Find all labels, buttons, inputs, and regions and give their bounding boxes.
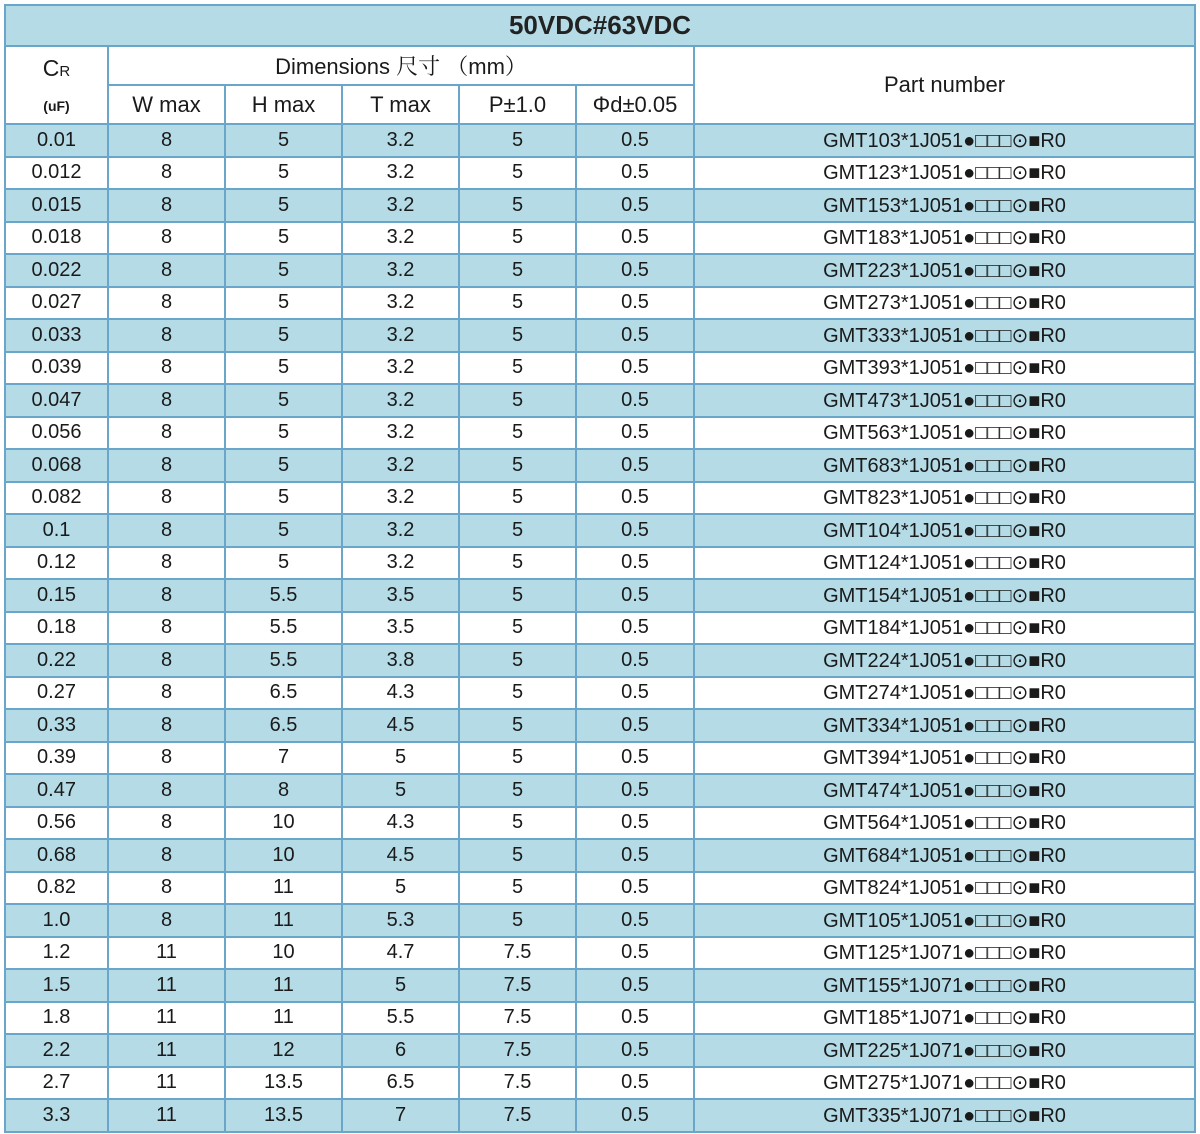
lead-diameter-cell: 0.5 [576,514,694,547]
capacitance-cell: 0.68 [5,839,108,872]
pitch-cell: 7.5 [459,1034,576,1067]
pitch-cell: 5 [459,482,576,515]
lead-diameter-cell: 0.5 [576,547,694,580]
capacitance-cell: 0.027 [5,287,108,320]
part-number-cell: GMT333*1J051●□□□⊙■R0 [694,319,1195,352]
pitch-cell: 7.5 [459,1002,576,1035]
capacitance-cell: 0.12 [5,547,108,580]
part-number-cell: GMT393*1J051●□□□⊙■R0 [694,352,1195,385]
w-max-cell: 8 [108,482,225,515]
table-row [5,1002,1195,1035]
h-max-cell: 5 [225,287,342,320]
t-max-cell: 3.2 [342,449,459,482]
h-max-cell: 11 [225,872,342,905]
w-max-cell: 8 [108,709,225,742]
t-max-cell: 7 [342,1099,459,1132]
capacitance-cell: 2.2 [5,1034,108,1067]
t-max-cell: 3.2 [342,384,459,417]
part-number-cell: GMT104*1J051●□□□⊙■R0 [694,514,1195,547]
t-max-header: T max [342,85,459,124]
t-max-cell: 3.2 [342,287,459,320]
part-number-cell: GMT224*1J051●□□□⊙■R0 [694,644,1195,677]
w-max-cell: 8 [108,839,225,872]
part-number-cell: GMT124*1J051●□□□⊙■R0 [694,547,1195,580]
h-max-cell: 5 [225,449,342,482]
h-max-cell: 6.5 [225,709,342,742]
capacitance-cell: 1.5 [5,969,108,1002]
h-max-cell: 5 [225,547,342,580]
capacitance-cell: 0.047 [5,384,108,417]
part-number-cell: GMT183*1J051●□□□⊙■R0 [694,222,1195,255]
t-max-cell: 6 [342,1034,459,1067]
pitch-cell: 5 [459,287,576,320]
part-number-header: Part number [694,46,1195,124]
lead-diameter-cell: 0.5 [576,189,694,222]
w-max-cell: 8 [108,742,225,775]
capacitance-cell: 0.22 [5,644,108,677]
part-number-cell: GMT274*1J051●□□□⊙■R0 [694,677,1195,710]
table-row [5,969,1195,1002]
part-number-cell: GMT155*1J071●□□□⊙■R0 [694,969,1195,1002]
t-max-cell: 3.2 [342,547,459,580]
table-row [5,319,1195,352]
lead-diameter-cell: 0.5 [576,482,694,515]
h-max-cell: 11 [225,969,342,1002]
lead-diameter-cell: 0.5 [576,709,694,742]
table-row [5,124,1195,157]
w-max-cell: 8 [108,222,225,255]
t-max-cell: 3.2 [342,222,459,255]
lead-diameter-cell: 0.5 [576,254,694,287]
part-number-cell: GMT335*1J071●□□□⊙■R0 [694,1099,1195,1132]
w-max-cell: 8 [108,254,225,287]
table-row [5,1034,1195,1067]
table-row [5,449,1195,482]
w-max-header: W max [108,85,225,124]
t-max-cell: 3.5 [342,612,459,645]
lead-diameter-cell: 0.5 [576,579,694,612]
pitch-cell: 5 [459,384,576,417]
h-max-cell: 10 [225,839,342,872]
w-max-cell: 8 [108,774,225,807]
pitch-cell: 5 [459,547,576,580]
t-max-cell: 3.2 [342,514,459,547]
capacitance-cell: 1.0 [5,904,108,937]
t-max-cell: 3.5 [342,579,459,612]
w-max-cell: 8 [108,449,225,482]
table-row [5,612,1195,645]
t-max-cell: 3.2 [342,157,459,190]
part-number-cell: GMT564*1J051●□□□⊙■R0 [694,807,1195,840]
table-row [5,514,1195,547]
lead-diameter-cell: 0.5 [576,904,694,937]
pitch-cell: 5 [459,449,576,482]
pitch-cell: 5 [459,774,576,807]
w-max-cell: 11 [108,1002,225,1035]
table-row [5,1067,1195,1100]
lead-diameter-cell: 0.5 [576,677,694,710]
part-number-cell: GMT824*1J051●□□□⊙■R0 [694,872,1195,905]
pitch-cell: 7.5 [459,969,576,1002]
lead-diameter-cell: 0.5 [576,774,694,807]
part-number-cell: GMT123*1J051●□□□⊙■R0 [694,157,1195,190]
pitch-cell: 7.5 [459,1099,576,1132]
capacitance-cell: 0.056 [5,417,108,450]
part-number-cell: GMT225*1J071●□□□⊙■R0 [694,1034,1195,1067]
table-row [5,222,1195,255]
capacitance-cell: 0.33 [5,709,108,742]
w-max-cell: 8 [108,189,225,222]
capacitance-cell: 0.15 [5,579,108,612]
capacitance-cell: 0.27 [5,677,108,710]
pitch-cell: 7.5 [459,937,576,970]
h-max-cell: 10 [225,807,342,840]
h-max-cell: 5 [225,189,342,222]
capacitance-cell: 0.39 [5,742,108,775]
capacitance-cell: 0.56 [5,807,108,840]
t-max-cell: 6.5 [342,1067,459,1100]
capacitance-cell: 0.082 [5,482,108,515]
part-number-cell: GMT275*1J071●□□□⊙■R0 [694,1067,1195,1100]
h-max-cell: 12 [225,1034,342,1067]
capacitance-cell: 0.82 [5,872,108,905]
table-row [5,904,1195,937]
w-max-cell: 8 [108,352,225,385]
h-max-cell: 5 [225,222,342,255]
h-max-cell: 7 [225,742,342,775]
pitch-cell: 5 [459,254,576,287]
table-title: 50VDC#63VDC [5,5,1195,46]
part-number-cell: GMT334*1J051●□□□⊙■R0 [694,709,1195,742]
lead-diameter-cell: 0.5 [576,157,694,190]
h-max-cell: 5 [225,157,342,190]
table-row [5,839,1195,872]
lead-diameter-cell: 0.5 [576,449,694,482]
h-max-cell: 5 [225,482,342,515]
w-max-cell: 8 [108,514,225,547]
pitch-cell: 5 [459,189,576,222]
pitch-cell: 5 [459,319,576,352]
h-max-cell: 5 [225,417,342,450]
part-number-cell: GMT273*1J051●□□□⊙■R0 [694,287,1195,320]
w-max-cell: 8 [108,287,225,320]
pitch-cell: 5 [459,872,576,905]
part-number-cell: GMT394*1J051●□□□⊙■R0 [694,742,1195,775]
capacitance-cell: 0.022 [5,254,108,287]
table-row [5,352,1195,385]
h-max-cell: 11 [225,904,342,937]
w-max-cell: 8 [108,612,225,645]
capacitance-cell: 2.7 [5,1067,108,1100]
part-number-cell: GMT223*1J051●□□□⊙■R0 [694,254,1195,287]
pitch-cell: 5 [459,709,576,742]
part-number-cell: GMT103*1J051●□□□⊙■R0 [694,124,1195,157]
capacitance-cell: 1.8 [5,1002,108,1035]
pitch-cell: 5 [459,124,576,157]
table-row [5,1099,1195,1132]
capacitance-cell: 1.2 [5,937,108,970]
lead-diameter-cell: 0.5 [576,742,694,775]
lead-diameter-cell: 0.5 [576,352,694,385]
w-max-cell: 8 [108,124,225,157]
capacitance-cell: 0.033 [5,319,108,352]
pitch-cell: 5 [459,612,576,645]
t-max-cell: 5 [342,742,459,775]
t-max-cell: 5 [342,872,459,905]
t-max-cell: 5.5 [342,1002,459,1035]
pitch-header: P±1.0 [459,85,576,124]
pitch-cell: 5 [459,352,576,385]
cr-subscript: R [59,63,71,80]
pitch-cell: 5 [459,677,576,710]
table-row [5,579,1195,612]
spec-table [4,4,1196,1133]
h-max-cell: 6.5 [225,677,342,710]
h-max-header: H max [225,85,342,124]
pitch-cell: 5 [459,514,576,547]
t-max-cell: 4.3 [342,807,459,840]
capacitance-cell: 3.3 [5,1099,108,1132]
capacitance-cell: 0.012 [5,157,108,190]
lead-diameter-cell: 0.5 [576,1067,694,1100]
t-max-cell: 3.2 [342,124,459,157]
table-row [5,254,1195,287]
capacitance-cell: 0.1 [5,514,108,547]
table-row [5,189,1195,222]
w-max-cell: 8 [108,904,225,937]
table-row [5,709,1195,742]
lead-diameter-cell: 0.5 [576,222,694,255]
table-row [5,774,1195,807]
h-max-cell: 5.5 [225,644,342,677]
t-max-cell: 3.2 [342,417,459,450]
w-max-cell: 8 [108,644,225,677]
capacitance-cell: 0.18 [5,612,108,645]
part-number-cell: GMT684*1J051●□□□⊙■R0 [694,839,1195,872]
w-max-cell: 11 [108,937,225,970]
pitch-cell: 5 [459,644,576,677]
w-max-cell: 11 [108,1067,225,1100]
h-max-cell: 8 [225,774,342,807]
capacitance-cell: 0.01 [5,124,108,157]
pitch-cell: 5 [459,839,576,872]
t-max-cell: 4.5 [342,709,459,742]
lead-diameter-header: Φd±0.05 [576,85,694,124]
part-number-cell: GMT105*1J051●□□□⊙■R0 [694,904,1195,937]
pitch-cell: 7.5 [459,1067,576,1100]
pitch-cell: 5 [459,417,576,450]
lead-diameter-cell: 0.5 [576,124,694,157]
w-max-cell: 11 [108,1099,225,1132]
part-number-cell: GMT185*1J071●□□□⊙■R0 [694,1002,1195,1035]
t-max-cell: 3.2 [342,319,459,352]
h-max-cell: 13.5 [225,1099,342,1132]
dimensions-header: Dimensions 尺寸 （mm） [108,46,694,85]
t-max-cell: 3.2 [342,482,459,515]
lead-diameter-cell: 0.5 [576,1034,694,1067]
w-max-cell: 8 [108,579,225,612]
table-row [5,872,1195,905]
h-max-cell: 5 [225,384,342,417]
table-row [5,807,1195,840]
w-max-cell: 11 [108,969,225,1002]
pitch-cell: 5 [459,742,576,775]
table-row [5,287,1195,320]
t-max-cell: 4.5 [342,839,459,872]
part-number-cell: GMT563*1J051●□□□⊙■R0 [694,417,1195,450]
cr-letter: C [42,55,60,81]
lead-diameter-cell: 0.5 [576,612,694,645]
capacitance-header [5,46,108,124]
t-max-cell: 4.3 [342,677,459,710]
lead-diameter-cell: 0.5 [576,1002,694,1035]
lead-diameter-cell: 0.5 [576,807,694,840]
w-max-cell: 11 [108,1034,225,1067]
table-row [5,157,1195,190]
lead-diameter-cell: 0.5 [576,319,694,352]
lead-diameter-cell: 0.5 [576,287,694,320]
h-max-cell: 13.5 [225,1067,342,1100]
capacitance-cell: 0.039 [5,352,108,385]
h-max-cell: 5 [225,352,342,385]
lead-diameter-cell: 0.5 [576,417,694,450]
w-max-cell: 8 [108,417,225,450]
part-number-cell: GMT683*1J051●□□□⊙■R0 [694,449,1195,482]
w-max-cell: 8 [108,319,225,352]
part-number-cell: GMT184*1J051●□□□⊙■R0 [694,612,1195,645]
h-max-cell: 5.5 [225,579,342,612]
h-max-cell: 10 [225,937,342,970]
w-max-cell: 8 [108,547,225,580]
lead-diameter-cell: 0.5 [576,1099,694,1132]
lead-diameter-cell: 0.5 [576,384,694,417]
lead-diameter-cell: 0.5 [576,969,694,1002]
t-max-cell: 3.2 [342,254,459,287]
pitch-cell: 5 [459,222,576,255]
w-max-cell: 8 [108,677,225,710]
table-row [5,384,1195,417]
h-max-cell: 5 [225,124,342,157]
t-max-cell: 5.3 [342,904,459,937]
table-row [5,482,1195,515]
t-max-cell: 3.8 [342,644,459,677]
lead-diameter-cell: 0.5 [576,839,694,872]
table-row [5,937,1195,970]
capacitance-cell: 0.015 [5,189,108,222]
t-max-cell: 3.2 [342,189,459,222]
capacitance-symbol [6,56,107,84]
h-max-cell: 11 [225,1002,342,1035]
t-max-cell: 4.7 [342,937,459,970]
part-number-cell: GMT153*1J051●□□□⊙■R0 [694,189,1195,222]
capacitance-cell: 0.018 [5,222,108,255]
capacitance-cell: 0.47 [5,774,108,807]
t-max-cell: 3.2 [342,352,459,385]
w-max-cell: 8 [108,872,225,905]
table-row [5,742,1195,775]
part-number-cell: GMT473*1J051●□□□⊙■R0 [694,384,1195,417]
h-max-cell: 5 [225,514,342,547]
table-row [5,547,1195,580]
part-number-cell: GMT154*1J051●□□□⊙■R0 [694,579,1195,612]
pitch-cell: 5 [459,807,576,840]
part-number-cell: GMT125*1J071●□□□⊙■R0 [694,937,1195,970]
table-body [5,124,1195,1132]
part-number-cell: GMT474*1J051●□□□⊙■R0 [694,774,1195,807]
table-row [5,677,1195,710]
lead-diameter-cell: 0.5 [576,872,694,905]
table-row [5,417,1195,450]
part-number-cell: GMT823*1J051●□□□⊙■R0 [694,482,1195,515]
capacitance-cell: 0.068 [5,449,108,482]
t-max-cell: 5 [342,774,459,807]
h-max-cell: 5 [225,319,342,352]
h-max-cell: 5.5 [225,612,342,645]
pitch-cell: 5 [459,157,576,190]
w-max-cell: 8 [108,384,225,417]
pitch-cell: 5 [459,579,576,612]
w-max-cell: 8 [108,157,225,190]
lead-diameter-cell: 0.5 [576,644,694,677]
t-max-cell: 5 [342,969,459,1002]
pitch-cell: 5 [459,904,576,937]
w-max-cell: 8 [108,807,225,840]
lead-diameter-cell: 0.5 [576,937,694,970]
capacitance-unit: (uF) [43,98,70,114]
table-row [5,644,1195,677]
h-max-cell: 5 [225,254,342,287]
